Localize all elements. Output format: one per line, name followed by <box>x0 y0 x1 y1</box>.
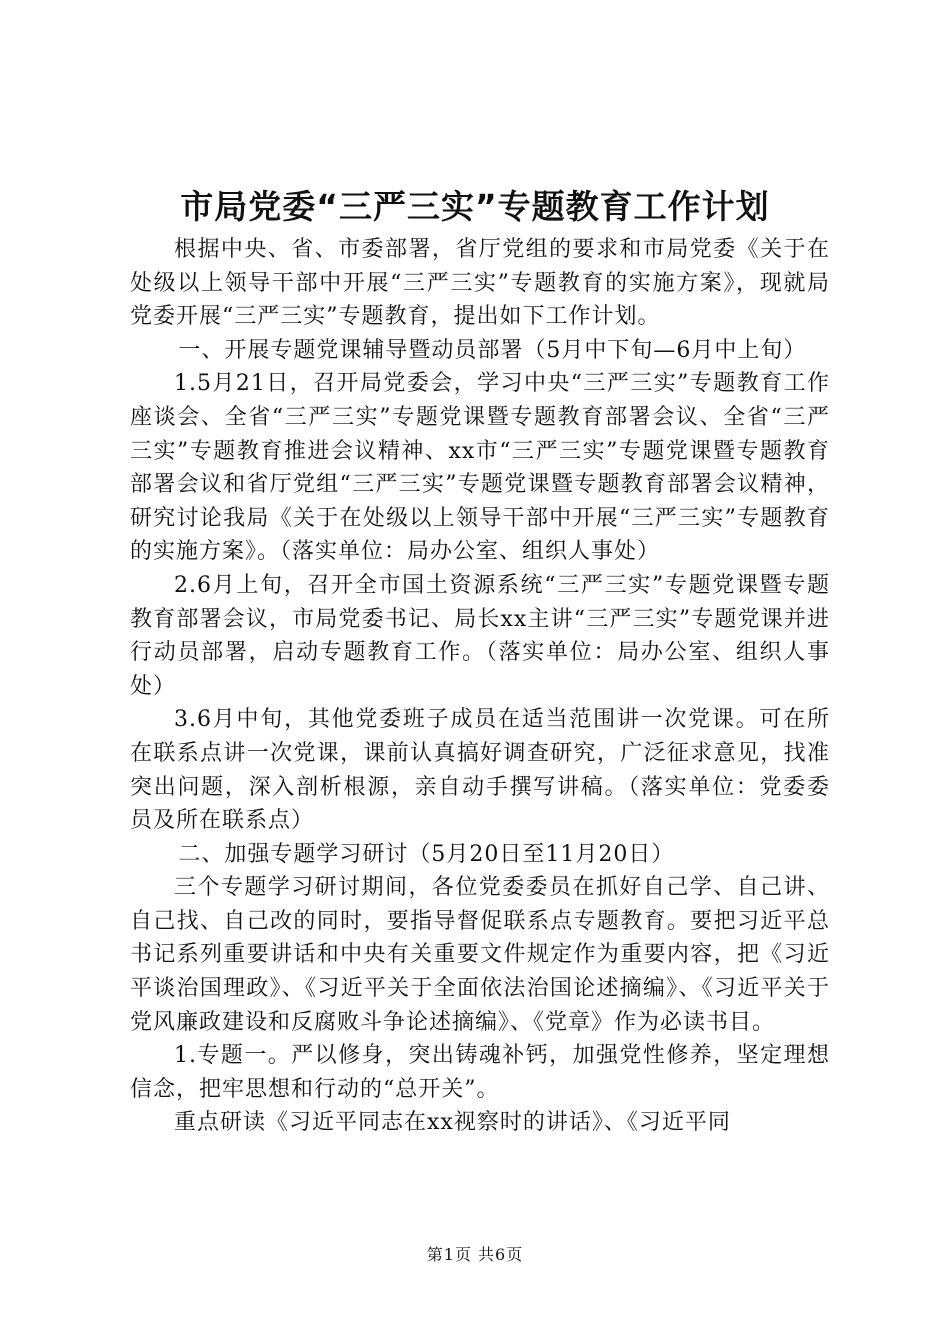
paragraph-item-3: 3.6月中旬，其他党委班子成员在适当范围讲一次党课。可在所在联系点讲一次党课，课前认真搞好调查研究，广泛征求意见，找准突出问题，深入剖析根源，亲自动手撰写讲稿。（落实单位：党委委员及所在联系点） <box>130 707 830 834</box>
section-heading-2: 二、加强专题学习研讨（5月20日至11月20日） <box>178 841 675 867</box>
section-heading-1: 一、开展专题党课辅导暨动员部署（5月中下旬—6月中上旬） <box>178 337 807 363</box>
paragraph-item-2: 2.6月上旬，召开全市国土资源系统“三严三实”专题党课暨专题教育部署会议，市局党委书记、局长xx主讲“三严三实”专题党课并进行动员部署，启动专题教育工作。（落实单位：局办公室、组织人事处） <box>130 572 830 699</box>
paragraph-study: 三个专题学习研讨期间，各位党委委员在抓好自己学、自己讲、自己找、自己改的同时，要指导督促联系点专题教育。要把习近平总书记系列重要讲话和中央有关重要文件规定作为重要内容，把《习近平谈治国理政》、《习近平关于全面依法治国论述摘编》、《习近平关于党风廉政建设和反腐败斗争论述摘编》、《党章》作为必读书目。 <box>130 875 830 1035</box>
page-footer: 第1页 共6页 <box>426 1245 524 1264</box>
paragraph-intro: 根据中央、省、市委部署，省厅党组的要求和市局党委《关于在处级以上领导干部中开展“三严三实”专题教育的实施方案》，现就局党委开展“三严三实”专题教育，提出如下工作计划。 <box>130 237 830 330</box>
paragraph-reading: 重点研读《习近平同志在xx视察时的讲话》、《习近平同 <box>174 1110 731 1136</box>
document-title: 市局党委“三严三实”专题教育工作计划 <box>180 187 770 226</box>
document-body <box>130 233 830 1140</box>
paragraph-topic-1: 1.专题一。严以修身，突出铸魂补钙，加强党性修养，坚定理想信念，把牢思想和行动的“总开关”。 <box>130 1043 830 1102</box>
paragraph-item-1: 1.5月21日，召开局党委会，学习中央“三严三实”专题教育工作座谈会、全省“三严三实”专题党课暨专题教育部署会议、全省“三严三实”专题教育推进会议精神、xx市“三严三实”专题党课暨专题教育部署会议和省厅党组“三严三实”专题党课暨专题教育部署会议精神，研究讨论我局《关于在处级以上领导干部中开展“三严三实”专题教育的实施方案》。（落实单位：局办公室、组织人事处） <box>130 371 830 565</box>
